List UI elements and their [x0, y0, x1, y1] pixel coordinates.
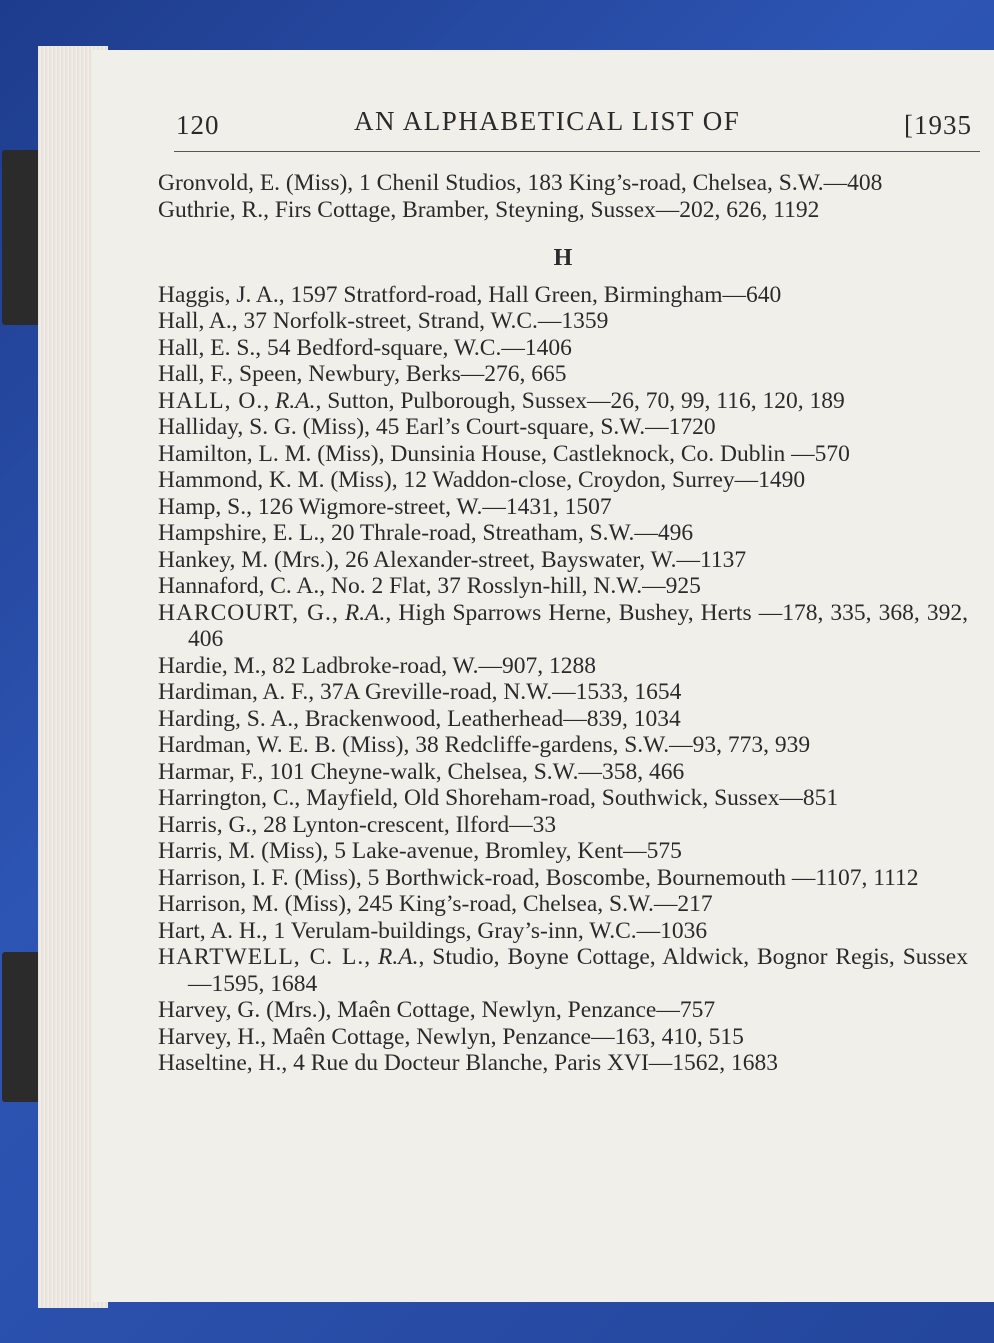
entry-name: Hall, F.: [158, 361, 228, 387]
entry-name: Hall, E. S.: [158, 334, 256, 361]
entry-details: , Firs Cottage, Bramber, Steyning, Sussex—202, 626, 1192: [263, 196, 820, 223]
entry-name: Hamilton, L. M. (Miss): [158, 440, 379, 467]
entry-details: , 37A Greville-road, N.W.—1533, 1654: [308, 679, 682, 705]
entry-name: Harding, S. A.: [158, 705, 294, 732]
entry-details: , Maên Cottage, Newlyn, Penzance—163, 410, 515: [260, 1023, 744, 1050]
entry-details: , Speen, Newbury, Berks—276, 665: [227, 361, 567, 387]
entry-title-ra: R.A.: [275, 387, 316, 414]
entry-details: , Dunsinia House, Castleknock, Co. Dublin —570: [378, 440, 850, 467]
list-entry: [158, 918, 968, 945]
list-entry: [158, 785, 968, 812]
list-entry: [158, 759, 968, 786]
binding-tab-lower: [2, 952, 42, 1102]
entry-name: Hardman, W. E. B. (Miss): [158, 732, 404, 758]
list-entry: [158, 170, 968, 197]
entry-name: Harrington, C.: [158, 785, 295, 811]
entries-section-h: [158, 282, 968, 1077]
page-year: [1935: [904, 110, 972, 140]
entry-title-ra: R.A.: [378, 944, 419, 970]
entry-name: Hammond, K. M. (Miss): [158, 467, 392, 493]
entry-details: , 28 Lynton-crescent, Ilford—33: [251, 811, 557, 838]
entry-details: , 1 Chenil Studios, 183 King’s-road, Chelsea, S.W.—408: [347, 170, 883, 196]
entry-name: Hall, A.: [158, 308, 232, 334]
entry-name: Haseltine, H.: [158, 1050, 282, 1076]
entry-name: Halliday, S. G. (Miss): [158, 414, 365, 440]
list-entry: [158, 865, 968, 892]
section-letter: H: [553, 245, 573, 271]
entry-name: Harrison, I. F. (Miss): [158, 864, 356, 891]
entry-details: , 45 Earl’s Court-square, S.W.—1720: [364, 414, 716, 440]
list-entry: [158, 441, 968, 468]
entry-name: Hampshire, E. L.: [158, 520, 320, 546]
list-entry: [158, 467, 968, 494]
entry-name: Hart, A. H.: [158, 917, 262, 944]
list-entry: [158, 1024, 968, 1051]
entry-details: , Studio, Boyne Cottage, Aldwick, Bognor Regis, Sussex—1595, 1684: [188, 944, 968, 997]
page-number: 120: [176, 110, 220, 140]
entry-details: , 126 Wigmore-street, W.—1431, 1507: [246, 493, 612, 520]
list-entry: [158, 653, 968, 680]
entry-name: Harvey, H.: [158, 1023, 261, 1050]
entry-name: Harris, G.: [158, 811, 252, 838]
list-entry: [158, 197, 968, 224]
list-entry: [158, 547, 968, 574]
entry-details: , 5 Lake-avenue, Bromley, Kent—575: [322, 838, 682, 864]
list-entry: [158, 494, 968, 521]
list-entry: [158, 891, 968, 918]
entry-name: Haggis, J. A.: [158, 281, 279, 308]
list-entry: [158, 1050, 968, 1077]
list-entry: [158, 679, 968, 706]
entry-details: , Mayfield, Old Shoreham-road, Southwick, Sussex—851: [294, 785, 839, 811]
entry-name: Hankey, M. (Mrs.): [158, 546, 334, 573]
list-entry: [158, 732, 968, 759]
entry-name: Hardiman, A. F.: [158, 679, 309, 705]
page-header: [176, 106, 978, 146]
list-entry: [158, 335, 968, 362]
entry-details: , Maên Cottage, Newlyn, Penzance—757: [325, 997, 716, 1023]
entry-name: Hannaford, C. A.: [158, 573, 320, 599]
book-page: [92, 50, 994, 1302]
entry-name: Harris, M. (Miss): [158, 838, 323, 864]
entry-details: , 1597 Stratford-road, Hall Green, Birmingham—640: [278, 281, 782, 308]
header-rule: [174, 151, 980, 152]
entry-name: HARTWELL, C. L.: [158, 944, 365, 970]
entry-name: Harrison, M. (Miss): [158, 891, 346, 917]
list-entry: [158, 573, 968, 600]
entry-details: , Sutton, Pulborough, Sussex—26, 70, 99, 116, 120, 189: [315, 387, 845, 414]
entry-details: , No. 2 Flat, 37 Rosslyn-hill, N.W.—925: [319, 573, 701, 599]
entry-details: , 101 Cheyne-walk, Chelsea, S.W.—358, 466: [257, 758, 685, 785]
entry-details: , 1 Verulam-buildings, Gray’s-inn, W.C.—1036: [261, 917, 708, 944]
list-entry: HALL, O., R.A., Sutton, Pulborough, Sussex—26, 70, 99, 116, 120, 189: [158, 387, 845, 414]
list-entry: [158, 308, 968, 335]
list-entry: [158, 414, 968, 441]
entry-name: HARCOURT, G.: [158, 599, 332, 626]
list-entry: [158, 997, 968, 1024]
entry-name: HALL, O.: [158, 387, 264, 414]
entry-details: , 245 King’s-road, Chelsea, S.W.—217: [346, 891, 713, 917]
entry-details: , 26 Alexander-street, Bayswater, W.—1137: [333, 546, 747, 573]
entry-details: , 4 Rue du Docteur Blanche, Paris XVI—1562, 1683: [281, 1050, 779, 1076]
entry-details: , Brackenwood, Leatherhead—839, 1034: [293, 705, 681, 732]
page-title: AN ALPHABETICAL LIST OF: [354, 106, 741, 136]
entry-details: , 5 Borthwick-road, Boscombe, Bournemouth —1107, 1112: [355, 864, 919, 891]
list-entry: HARTWELL, C. L., R.A., Studio, Boyne Cottage, Aldwick, Bognor Regis, Sussex—1595, 1684: [158, 944, 968, 997]
entry-list: [158, 170, 968, 1077]
entry-details: , 54 Bedford-square, W.C.—1406: [255, 334, 572, 361]
list-entry: [158, 520, 968, 547]
entry-name: Gronvold, E. (Miss): [158, 170, 348, 196]
list-entry: [158, 282, 968, 309]
list-entry: [158, 812, 968, 839]
list-entry: [158, 361, 968, 388]
list-entry: [158, 706, 968, 733]
entry-name: Guthrie, R.: [158, 196, 264, 223]
entry-title-ra: R.A.: [344, 599, 386, 626]
entry-name: Harvey, G. (Mrs.): [158, 997, 326, 1023]
entry-name: Hardie, M.: [158, 652, 261, 679]
entry-details: , 82 Ladbroke-road, W.—907, 1288: [260, 652, 596, 679]
entry-details: , High Sparrows Herne, Bushey, Herts —178, 335, 368, 392, 406: [188, 599, 968, 652]
list-entry: HARCOURT, G., R.A., High Sparrows Herne, Bushey, Herts —178, 335, 368, 392, 406: [158, 599, 968, 652]
entry-details: , 37 Norfolk-street, Strand, W.C.—1359: [231, 308, 609, 334]
entries-before-section: [158, 170, 968, 223]
entry-details: , 38 Redcliffe-gardens, S.W.—93, 773, 939: [403, 732, 811, 758]
list-entry: [158, 838, 968, 865]
binding-tab-upper: [2, 150, 42, 325]
entry-details: , 20 Thrale-road, Streatham, S.W.—496: [319, 520, 694, 546]
entry-details: , 12 Waddon-close, Croydon, Surrey—1490: [391, 467, 806, 493]
entry-name: Hamp, S.: [158, 493, 247, 520]
entry-name: Harmar, F.: [158, 758, 258, 785]
